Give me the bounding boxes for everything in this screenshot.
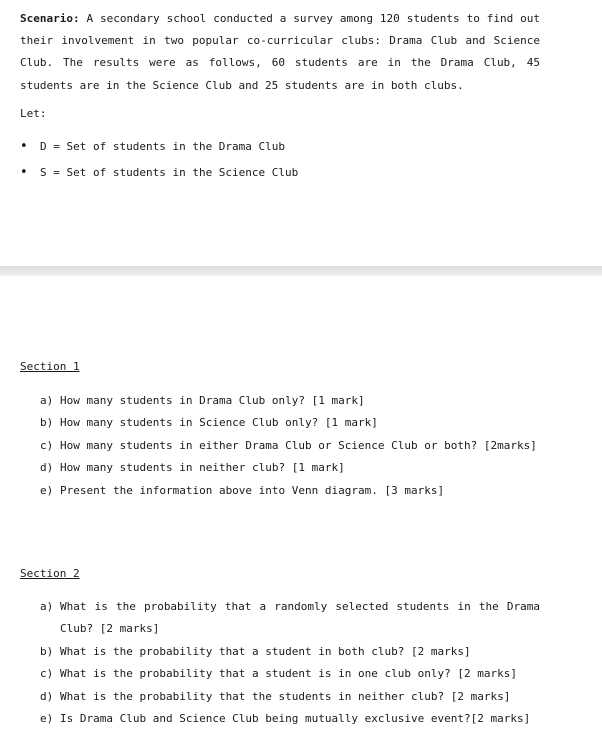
question-text: How many students in either Drama Club or Science Club or both? [2marks] (60, 438, 537, 452)
page-separator (0, 266, 602, 276)
bullet-icon: • (20, 139, 28, 154)
question-text: What is the probability that a randomly selected students in the Drama Club? [2 marks] (60, 600, 540, 636)
question-item (40, 435, 540, 457)
question-item (40, 480, 540, 502)
question-letter: d) (40, 689, 54, 703)
question-letter: c) (40, 438, 54, 452)
definition-item (20, 138, 298, 164)
question-item (40, 663, 540, 685)
question-letter: e) (40, 483, 54, 497)
scenario-label: Scenario: (20, 12, 80, 25)
question-letter: b) (40, 416, 54, 430)
question-item (40, 641, 540, 663)
question-item (40, 596, 540, 641)
section-1-title: Section 1 (20, 360, 80, 373)
question-text: Is Drama Club and Science Club being mutually exclusive event?[2 marks] (60, 712, 531, 726)
question-letter: d) (40, 461, 54, 475)
question-text: What is the probability that a student is in one club only? [2 marks] (60, 667, 517, 681)
section-1-questions (40, 390, 540, 502)
question-letter: b) (40, 644, 54, 658)
definition-item (20, 164, 298, 190)
scenario-paragraph (20, 8, 540, 97)
question-item (40, 686, 540, 708)
question-letter: c) (40, 667, 54, 681)
question-text: How many students in Science Club only? [1 mark] (60, 416, 378, 430)
question-text: Present the information above into Venn diagram. [3 marks] (60, 483, 445, 497)
question-text: How many students in neither club? [1 mark] (60, 461, 345, 475)
question-letter: a) (40, 600, 54, 613)
section-2-questions (40, 596, 540, 730)
section-2-title: Section 2 (20, 567, 80, 580)
question-item (40, 708, 540, 730)
definitions-list (20, 138, 298, 190)
question-letter: e) (40, 712, 54, 726)
question-item (40, 390, 540, 412)
let-label: Let: (20, 107, 47, 120)
question-text: How many students in Drama Club only? [1 mark] (60, 394, 365, 407)
question-item (40, 457, 540, 479)
question-item (40, 412, 540, 434)
question-letter: a) (40, 394, 54, 407)
question-text: What is the probability that a student in both club? [2 marks] (60, 644, 471, 658)
definition-text: S = Set of students in the Science Club (40, 166, 299, 179)
scenario-text: A secondary school conducted a survey among 120 students to find out their involvement in two popular co-curricular clubs: Drama Club and Science Club. The results were as follows, 60 students are in the Drama Club, 45 students are in the Science Club and 25 students are in both clubs. (20, 12, 541, 92)
question-text: What is the probability that the students in neither club? [2 marks] (60, 689, 511, 703)
page-top (0, 0, 602, 265)
definition-text: D = Set of students in the Drama Club (40, 140, 286, 153)
bullet-icon: • (20, 165, 28, 180)
